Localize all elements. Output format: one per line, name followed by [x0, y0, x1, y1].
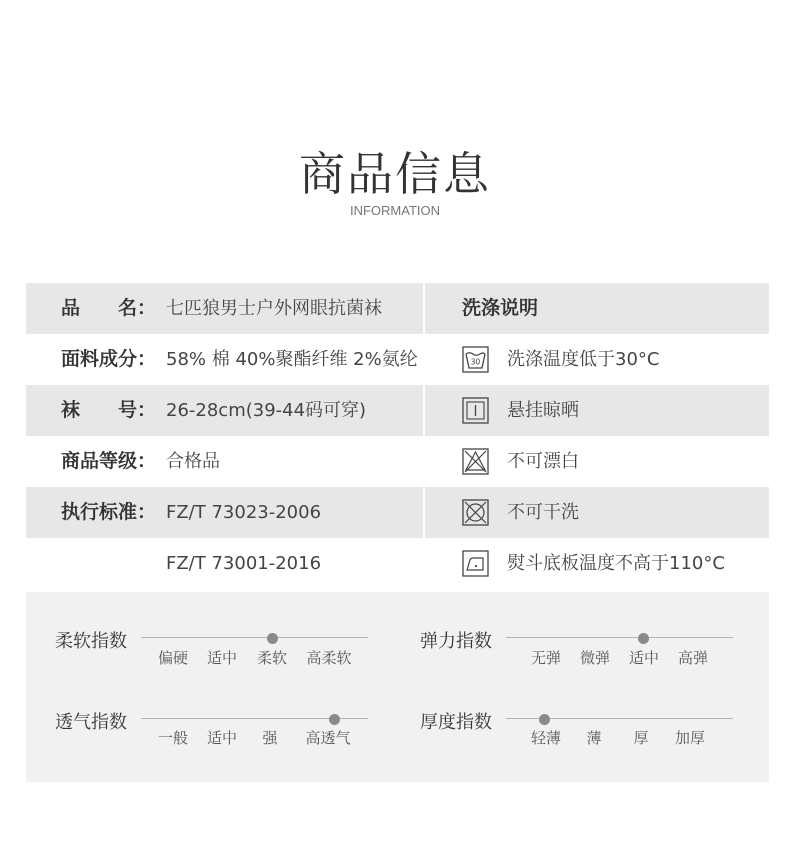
wash-text: 熨斗底板温度不高于110°C	[507, 553, 725, 574]
elasticity-option: 适中	[628, 649, 660, 667]
elasticity-index-marker	[638, 633, 649, 644]
hang-dry-icon	[462, 397, 489, 424]
wash-30-icon	[462, 346, 489, 373]
thickness-option: 厚	[633, 729, 649, 747]
wash-text: 不可漂白	[507, 451, 579, 472]
info-row-grade	[26, 436, 769, 487]
info-row-name	[26, 283, 769, 334]
no-dry-clean-icon	[462, 499, 489, 526]
elasticity-index-track	[506, 637, 733, 638]
info-row-standard-2	[26, 538, 769, 589]
softness-option: 柔软	[256, 649, 288, 667]
breathability-option: 高透气	[305, 729, 351, 747]
info-value: FZ/T 73023-2006	[166, 502, 322, 523]
elasticity-option: 高弹	[677, 649, 709, 667]
info-row-fabric	[26, 334, 769, 385]
page-title: 商品信息	[299, 147, 491, 201]
wash-temp-badge: 30	[470, 357, 481, 367]
thickness-index-title: 厚度指数	[420, 712, 492, 733]
info-label: 品 名：	[61, 297, 157, 319]
wash-heading: 洗涤说明	[462, 297, 539, 319]
thickness-option: 薄	[586, 729, 602, 747]
info-value: FZ/T 73001-2016	[166, 553, 322, 574]
softness-option: 适中	[206, 649, 238, 667]
breathability-option: 强	[262, 729, 278, 747]
thickness-index-marker	[539, 714, 550, 725]
info-value: 26-28cm(39-44码可穿)	[166, 400, 367, 421]
index-panel	[26, 592, 769, 782]
no-bleach-icon	[462, 448, 489, 475]
softness-option: 高柔软	[306, 649, 352, 667]
info-value: 合格品	[166, 451, 220, 472]
softness-index-title: 柔软指数	[55, 631, 127, 652]
info-label: 商品等级：	[61, 450, 157, 472]
softness-index-marker	[267, 633, 278, 644]
info-label: 面料成分：	[61, 348, 157, 370]
info-value: 58% 棉 40%聚酯纤维 2%氨纶	[166, 349, 418, 370]
softness-option: 偏硬	[157, 649, 189, 667]
wash-text: 悬挂晾晒	[507, 400, 579, 421]
info-table	[26, 283, 769, 589]
wash-text: 不可干洗	[507, 502, 579, 523]
info-row-size	[26, 385, 769, 436]
info-value: 七匹狼男士户外网眼抗菌袜	[166, 298, 382, 319]
iron-icon	[462, 550, 489, 577]
elasticity-option: 微弹	[579, 649, 611, 667]
column-divider	[423, 385, 425, 436]
page-subtitle: INFORMATION	[349, 203, 441, 218]
elasticity-option: 无弹	[530, 649, 562, 667]
thickness-option: 加厚	[674, 729, 706, 747]
wash-text: 洗涤温度低于30°C	[507, 349, 660, 370]
elasticity-index-title: 弹力指数	[420, 631, 492, 652]
info-label: 袜 号：	[61, 399, 157, 421]
breathability-option: 适中	[206, 729, 238, 747]
softness-index-track	[141, 637, 368, 638]
thickness-option: 轻薄	[530, 729, 562, 747]
breathability-index-title: 透气指数	[55, 712, 127, 733]
info-label: 执行标准：	[61, 501, 157, 523]
info-row-standard	[26, 487, 769, 538]
breathability-index-marker	[329, 714, 340, 725]
column-divider	[423, 487, 425, 538]
column-divider	[423, 283, 425, 334]
breathability-option: 一般	[157, 729, 189, 747]
